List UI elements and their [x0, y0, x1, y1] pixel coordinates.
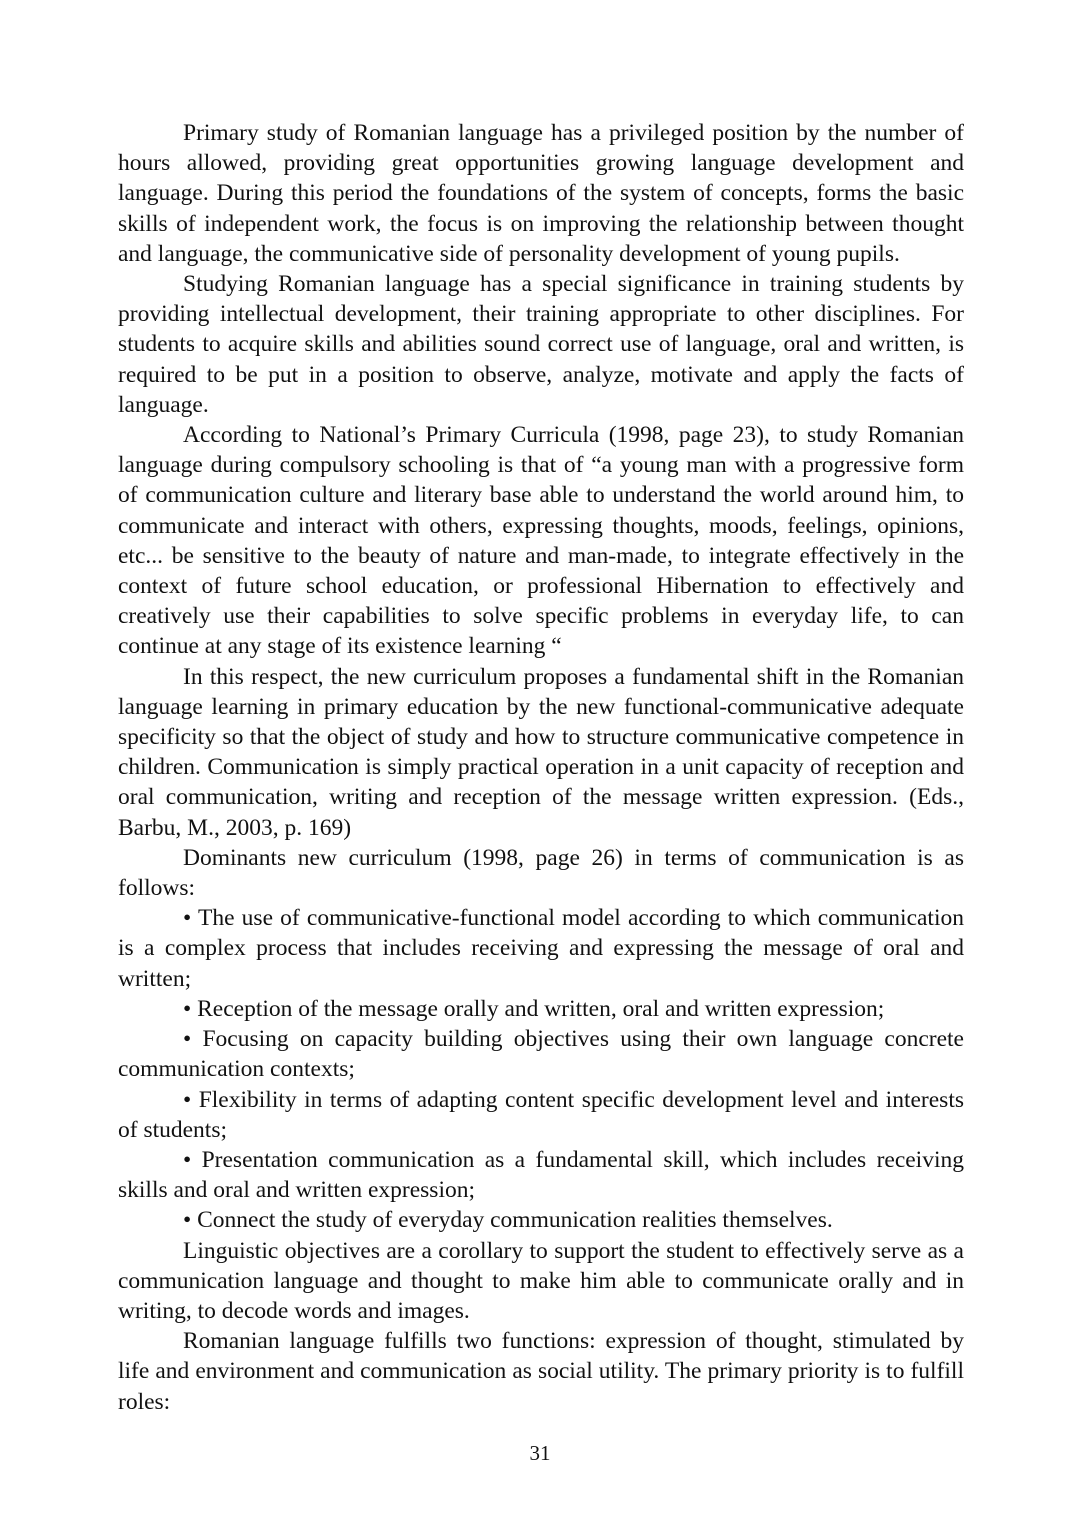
paragraph-studying-romanian: Studying Romanian language has a special significance in training students by providing intellectual development, their training appropriate to other disciplines. For students to acquire skills and abilities sound correct use of language, oral and written, is required to be put in a position to observe, analyze, motivate and apply the facts of language. — [118, 271, 964, 418]
list-item-reception: • Reception of the message orally and written, oral and written expression; — [183, 995, 885, 1022]
list-item-communicative-model: • The use of communicative-functional model according to which communication is a complex process that includes receiving and expressing the message of oral and written; — [118, 905, 964, 992]
paragraph-new-curriculum: In this respect, the new curriculum proposes a fundamental shift in the Romanian language learning in primary education by the new functional-communicative adequate specificity so that the object of study and how to structure communicative competence in children. Communication is simply practical operation in a unit capacity of reception and oral communication, writing and reception of the message written expression. (Eds., Barbu, M., 2003, p. 169) — [118, 663, 964, 841]
list-item-presentation: • Presentation communication as a fundamental skill, which includes receiving skills and oral and written expression; — [118, 1146, 964, 1204]
paragraph-two-functions: Romanian language fulfills two functions: expression of thought, stimulated by life and environment and communication as social utility. The primary priority is to fulfill roles: — [118, 1328, 964, 1415]
list-item-connect-study: • Connect the study of everyday communication realities themselves. — [183, 1207, 833, 1234]
list-item-flexibility: • Flexibility in terms of adapting content specific development level and interests of students; — [118, 1086, 964, 1143]
paragraph-primary-study: Primary study of Romanian language has a privileged position by the number of hours allowed, providing great opportunities growing language development and language. During this period the foundations of the system of concepts, forms the basic skills of independent work, the focus is on improving the relationship between thought and language, the communicative side of personality development of young pupils. — [118, 120, 964, 267]
paragraph-dominants: Dominants new curriculum (1998, page 26) in terms of communication is as follows: — [118, 844, 964, 902]
paragraph-linguistic-objectives: Linguistic objectives are a corollary to support the student to effectively serve as a communication language and thought to make him able to communicate orally and in writing, to decode words and images. — [118, 1237, 964, 1324]
page-body — [118, 118, 964, 1417]
paragraph-national-curricula: According to National’s Primary Curricula (1998, page 23), to study Romanian language during compulsory schooling is that of “a young man with a progressive form of communication culture and literary base able to understand the world around him, to communicate and interact with others, expressing thoughts, moods, feelings, opinions, etc... be sensitive to the beauty of nature and man-made, to integrate effectively in the context of future school education, or professional Hibernation to effectively and creatively use their capabilities to solve specific problems in everyday life, to can continue at any stage of its existence learning “ — [118, 422, 964, 660]
list-item-capacity-building: • Focusing on capacity building objectives using their own language concrete communication contexts; — [118, 1026, 964, 1083]
page-number: 31 — [529, 1441, 551, 1465]
